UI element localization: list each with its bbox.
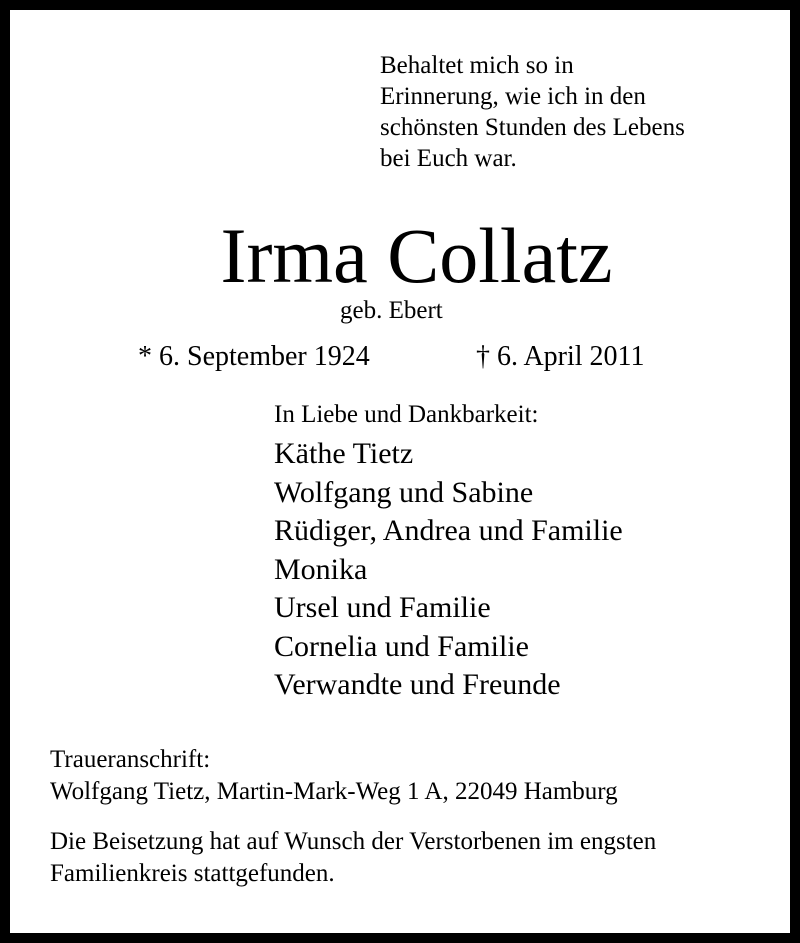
quote-line: bei Euch war. (380, 145, 517, 172)
mourner-name: Ursel und Familie (274, 591, 491, 624)
funeral-note (50, 826, 656, 890)
quote-line: Erinnerung, wie ich in den (380, 83, 646, 110)
mourner-name: Verwandte und Freunde (274, 668, 561, 701)
deceased-name: Irma Collatz (220, 212, 613, 299)
mourners-heading: In Liebe und Dankbarkeit: (274, 401, 539, 428)
mourner-name: Wolfgang und Sabine (274, 475, 534, 509)
mourning-address (50, 744, 618, 808)
death-date: † 6. April 2011 (476, 341, 645, 372)
funeral-note-line: Familienkreis stattgefunden. (50, 860, 335, 887)
birth-date: * 6. September 1924 (138, 341, 370, 372)
funeral-note-line: Die Beisetzung hat auf Wunsch der Verstorbenen im engsten (50, 828, 657, 855)
quote-line: schönsten Stunden des Lebens (380, 114, 685, 141)
mourner-name: Cornelia und Familie (274, 629, 529, 663)
mourner-name: Käthe Tietz (274, 437, 414, 470)
address-label: Traueranschrift: (50, 746, 211, 773)
memorial-quote (380, 50, 760, 174)
address-value: Wolfgang Tietz, Martin-Mark-Weg 1 A, 22049 Hamburg (50, 778, 618, 805)
mourner-name: Monika (274, 552, 368, 586)
maiden-name: geb. Ebert (340, 297, 443, 324)
mourner-name: Rüdiger, Andrea und Familie (274, 514, 623, 547)
mourners-list (274, 435, 623, 705)
quote-line: Behaltet mich so in (380, 52, 574, 79)
